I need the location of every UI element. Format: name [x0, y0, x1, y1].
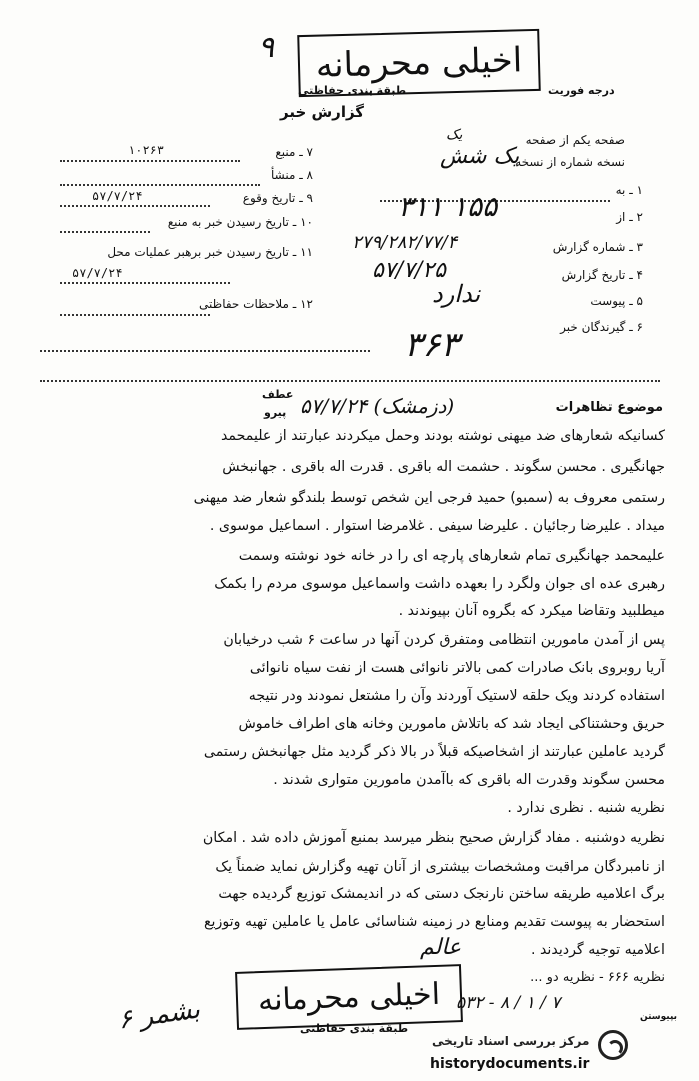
body-line: برگ اعلامیه طریقه ساختن نارنجک دستی که در اندیمشک توزیع گردیده جهت: [218, 886, 665, 902]
body-line: از نامبردگان مراقبت ومشخصات بیشتری از آنان تهیه وگزارش نماید ضمناً یک: [215, 859, 665, 875]
body-line: جهانگیری . محسن سگوند . حشمت اله باقری . قدرت اله باقری . جهانبخش: [222, 459, 665, 475]
field-attachment-value: ندارد: [432, 280, 481, 308]
field-attachment: ۵ ـ پیوست: [590, 294, 643, 308]
stamp-text: اخیلی محرمانه: [315, 40, 523, 86]
body-line: پس از آمدن مامورین انتظامی ومتفرق کردن آنها در ساعت ۶ شب درخیابان: [223, 632, 665, 648]
field-event-date-value: ۵۷/۷/۲۴: [92, 189, 143, 203]
body-line: کسانیکه شعارهای ضد میهنی نوشته بودند وحمل میکردند عبارتند از علیمحمد: [220, 428, 665, 444]
body-line: استحضار به پیوست تقدیم ومنابع در زمینه شناسائی عامل یا عاملین تهیه وتوزیع: [203, 914, 665, 930]
field-source-dots: [60, 160, 240, 162]
priority-label: درجه فوریت: [548, 84, 615, 97]
field-source: ۷ ـ منبع: [275, 145, 313, 159]
handwritten-bottom-left: بشمر ۶: [116, 994, 202, 1036]
body-line: اعلامیه توجیه گردیدند .: [530, 942, 665, 958]
field-to: ۱ ـ به: [615, 183, 643, 197]
bottom-classification-label: طبقة بندی حفاظتی: [300, 1022, 409, 1035]
body-line: حریق وحشتناکی ایجاد شد که باتلاش مامورین وخانه های اطراف خاموش: [238, 716, 665, 732]
field-page: صفحه یکم از صفحه: [525, 133, 625, 147]
watermark-title: مرکز بررسی اسناد تاریخی: [432, 1034, 590, 1048]
bottom-secret-stamp: [235, 964, 463, 1030]
side-marks: بپیوستن: [640, 1012, 677, 1022]
body-line: علیمحمد جهانگیری تمام شعارهای پارچه ای را در خانه خود نوشته وسمت: [238, 548, 665, 564]
body-line: استفاده کردند ویک حلقه لاستیک آوردند وآن را مشتعل نمودند ودر نتیجه: [248, 688, 665, 704]
body-line: نظریه دوشنبه . مفاد گزارش صحیح بنظر میرسد بمنبع آموزش داده شد . امکان: [202, 830, 665, 846]
body-line: رستمی معروف به (سمبو) حمید فرجی این شخص توسط بلندگو شعار ضد میهنی: [193, 490, 665, 506]
field-from-value: ۳۱۱ ۱۵۵: [398, 190, 498, 223]
body-line: محسن سگوند وقدرت اله باقری که باآمدن مامورین متواری شدند .: [273, 772, 665, 788]
field-leader-received-dots: [60, 282, 230, 284]
watermark-url: historydocuments.ir: [430, 1056, 590, 1072]
handwritten-margin-note: عالم: [420, 935, 462, 960]
body-line: رهبری عده ای جوان ولگرد را بعهده داشت واسماعیل موسوی مردم را بکمک: [214, 576, 665, 592]
report-title: گزارش خبر: [280, 103, 365, 121]
field-report-date: ۴ ـ تاریخ گزارش: [561, 268, 643, 282]
history-documents-logo-icon: [598, 1030, 628, 1060]
field-source-value: ۱۰۲۶۳: [128, 143, 165, 157]
field-report-date-value: ۵۷/۷/۲۵: [372, 258, 446, 283]
field-security-notes-dots: [60, 314, 210, 316]
separator-dots: [40, 380, 660, 382]
field-origin-dots: [60, 184, 260, 186]
handwritten-bottom-date: ۵۳۲ - ۸ / ۱ / ۷: [456, 993, 561, 1013]
subject-note-top: عطف: [262, 388, 294, 401]
field-recipients: ۶ ـ گیرندگان خبر: [560, 320, 643, 334]
field-report-no-value: ۲۷۹/۲۸۲/۷۷/۴: [352, 232, 458, 253]
field-from: ۲ ـ از: [616, 210, 643, 224]
field-security-notes: ۱۲ ـ ملاحظات حفاظتی: [199, 297, 313, 311]
stamp-text: اخیلی محرمانه: [257, 976, 441, 1018]
body-line: نظریه شنبه . نظری ندارد .: [507, 800, 665, 816]
footer-opinion-line: نظریه ۶۶۶ - نظریه دو ...: [530, 970, 665, 985]
field-leader-received: ۱۱ ـ تاریخ رسیدن خبر برهبر عملیات محل: [107, 245, 313, 259]
field-leader-received-value: ۵۷/۷/۲۴: [72, 266, 123, 280]
stamp-number: ۹: [258, 30, 275, 65]
field-source-received: ۱۰ ـ تاریخ رسیدن خبر به منبع: [167, 215, 313, 229]
subject-label: موضوع تظاهرات: [555, 400, 663, 415]
field-copy-value: یک شش: [440, 144, 520, 169]
body-line: گردید عاملین عبارتند از اشخاصیکه قبلاً در بالا ذکر گردید مثل جهانبخش رستمی: [203, 744, 665, 760]
subject-value: ۵۷/۷/۲۴ (دزمشک): [300, 394, 455, 418]
field-recipients-value: ۳۶۳: [404, 325, 459, 365]
body-line: میداد . علیرضا رجائیان . علیرضا سیفی . غلامرضا استوار . اسماعیل موسوی .: [209, 518, 665, 534]
field-event-date: ۹ ـ تاریخ وقوع: [242, 191, 313, 205]
field-copy: نسخه شماره از نسخه: [515, 155, 625, 169]
body-line: آریا روبروی بانک صادرات کمی بالاتر نانوائی هست از نفت سیاه نانوائی: [249, 660, 665, 676]
field-page-value: یک: [446, 127, 463, 143]
field-source-received-dots: [60, 231, 150, 233]
field-event-date-dots: [60, 205, 210, 207]
field-report-no: ۳ ـ شماره گزارش: [552, 240, 643, 254]
left-blank-dots: [40, 350, 370, 352]
subject-note-bottom: پیرو: [264, 406, 287, 419]
field-origin: ۸ ـ منشأ: [270, 168, 313, 182]
classification-label: طبقة بندی حفاظتی: [298, 84, 407, 97]
body-line: میطلبید وتقاضا میکرد که بگروه آنان بپیوندند .: [398, 603, 665, 619]
